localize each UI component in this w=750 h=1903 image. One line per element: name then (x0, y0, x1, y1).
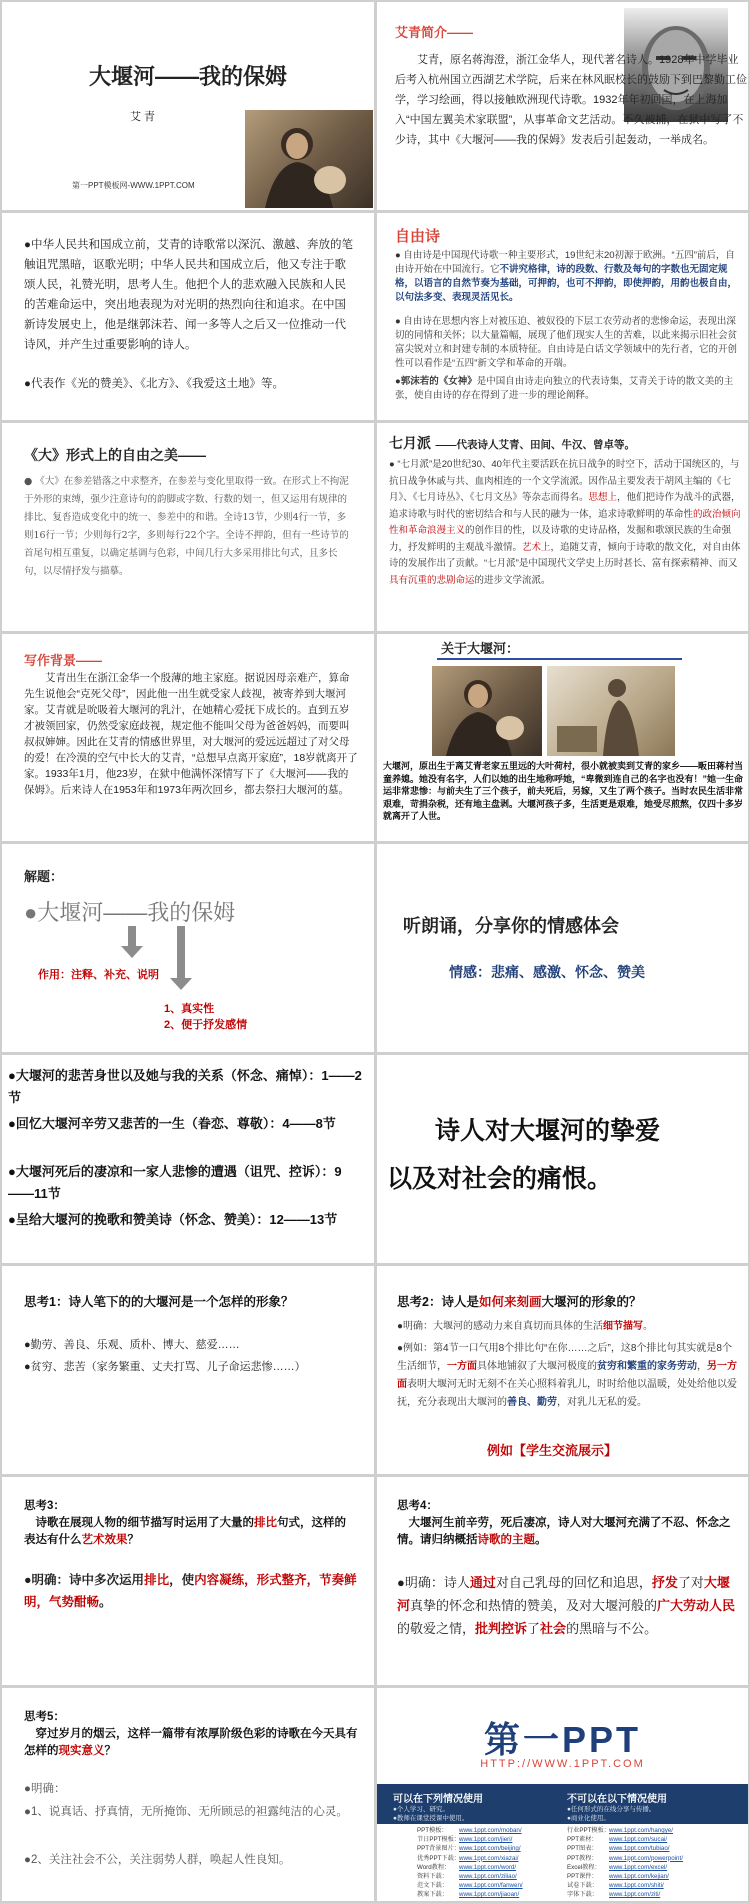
link-label: PPT素材： (567, 1836, 598, 1844)
think-2-question-part-2: 大堰河的形象的？ (541, 1295, 642, 1309)
link-url[interactable]: www.1ppt.com/tubiao/ (609, 1845, 670, 1853)
slide-theme-statement (377, 1055, 748, 1263)
form-freedom-body: ● 《大》在参差错落之中求整齐，在参差与变化里取得一致。在形式上不拘泥于外形的束缚，强少注意诗句的韵脚或字数、行数的划一，但又运用有规律的排比、复沓造成变化中的统一、参差中的和谐。全诗13节，少则4行一节，多则16行一节；少则每行2字，多则每行22个字。全诗不押韵，但有一些诗节的首尾句相互重复，以确定基调与色彩，中间几行大多采用排比句式，且多长句，以尽情抒发与描摹。 (24, 476, 349, 577)
theme-line-2: 以及对社会的痛恨。 (387, 1165, 613, 1193)
july-school-highlight-3: 艺术上 (522, 541, 551, 553)
slide-think-5 (2, 1688, 374, 1901)
link-label: PPT模板： (417, 1827, 448, 1834)
usage-panel (377, 1784, 748, 1901)
think-1-answer-1: ●勤劳、善良、乐观、质朴、博大、慈爱…… (24, 1339, 240, 1351)
portrait-figure-icon (245, 110, 373, 208)
usage-can-2: ●教师在课堂授课中使用。 (393, 1815, 469, 1822)
about-dayanhe-underline (437, 658, 682, 660)
july-school-body-4: ，追随艾青，倾向于诗歌的散文化，对自由体诗的发展作出了贡献。“七月派”是中国现代文学史上历时甚长、富有探索精神、而又 (389, 541, 741, 569)
think-4-answer-part-7: 的黑暗与不公。 (566, 1621, 658, 1636)
slide-author-intro (377, 2, 748, 210)
arrow-down-icon-1 (121, 926, 143, 958)
link-url[interactable]: www.1ppt.com/hangye/ (609, 1827, 673, 1834)
link-url[interactable]: www.1ppt.com/moban/ (459, 1827, 522, 1834)
think-4-answer (397, 1571, 739, 1640)
link-url[interactable]: www.1ppt.com/jieri/ (459, 1836, 513, 1844)
link-label: PPT背景图片： (417, 1845, 460, 1853)
links-right-column (567, 1826, 737, 1900)
think-4-answer-hl-4: 广大劳动人民 (657, 1598, 736, 1613)
about-dayanhe-body: 大堰河，原出生于离艾青老家五里远的大叶荷村，很小就被卖到艾青的家乡——畈田蒋村当童养媳。她没有名字，人们以她的出生地称呼她，“卑微到连自己的名字也没有！”她一生命运非常悲惨：与前夫生了三个孩子，前夫死后，另嫁，又生了两个孩子。当时农民生活非常艰难，苛捐杂税，还有地主盘剥。大堰河孩子多，生活更是艰难，她受尽煎熬，仅四十多岁就离开了人世。 (383, 761, 744, 822)
background-body: 艾青出生在浙江金华一个殷薄的地主家庭。据说因母亲难产，算命先生说他会“克死父母”，因此他一出生就受家人歧视，被寄养到大堰河家。艾青就是吮吸着大堰河的乳汁，在她精心爱抚下成长的。直到五岁才被领回家，仍然受家庭歧视，规定他不能叫父母为爸爸妈妈，而要叫叔叔婶婶。因此在艾青的情感世界里，对大堰河的爱远远超过了对父母的爱！在冷漠的空气中长大的艾青，“总想早点离开家庭”，18岁就离开了家。1933年1月，他23岁，在狱中他满怀深情写下了《大堰河——我的保姆》。后来诗人在1953年和1973年两次回乡，都去祭扫大堰河的墓。 (24, 672, 358, 796)
link-label: PPT图表： (567, 1845, 598, 1853)
think-3-answer-part-2: ，使 (169, 1573, 195, 1587)
author-intro-heading: 艾青简介—— (395, 25, 474, 40)
think-2-question-part-1: 思考2：诗人是 (397, 1295, 479, 1309)
nanny-photo-right (547, 666, 675, 756)
think-4-question-part-2: 。 (535, 1534, 547, 1546)
think-5-question-part-2: ？ (104, 1745, 116, 1757)
theme-line-1: 诗人对大堰河的挚爱 (435, 1117, 661, 1145)
slide-title-heading: 大堰河——我的保姆 (88, 64, 287, 89)
explanation-note-authenticity: 1、真实性 (164, 1003, 215, 1015)
link-row (417, 1844, 577, 1853)
think-2-answer-1 (397, 1318, 737, 1336)
link-url[interactable]: www.1ppt.com/kejian/ (609, 1873, 669, 1881)
link-url[interactable]: www.1ppt.com/excel/ (609, 1863, 668, 1871)
recitation-emotions: 情感：悲痛、感激、怀念、赞美 (449, 964, 645, 980)
link-row (417, 1826, 577, 1835)
think-5-question-part-1: 穿过岁月的烟云，这样一篇带有浓厚阶级色彩的诗歌在今天具有怎样的 (24, 1728, 358, 1757)
works-paragraph: ●代表作《光的赞美》、《北方》、《我爱这土地》等。 (24, 378, 284, 390)
think-5-label: 思考5： (24, 1711, 65, 1723)
slide-structure (2, 1055, 374, 1263)
usage-cannot-2: ●商业化使用。 (567, 1815, 610, 1822)
link-label: 节日PPT模板： (417, 1836, 460, 1844)
nanny-photo-left (432, 666, 542, 756)
link-url[interactable]: www.1ppt.com/ziti/ (609, 1891, 661, 1899)
think-2-answer-2-part-1: ●例如：第4节一口气用8个排比句“在你……之后”，这8个排比句其实就是8个生活细节， (397, 1343, 732, 1372)
july-school-heading-line (389, 433, 635, 453)
link-label: 教案下载： (417, 1891, 448, 1899)
form-freedom-heading: 《大》形式上的自由之美—— (24, 447, 206, 463)
background-heading: 写作背景—— (24, 653, 103, 668)
think-3-answer-part-1: ●明确：诗中多次运用 (24, 1573, 145, 1587)
link-row (417, 1854, 577, 1863)
free-verse-point-3: ●郭沫若的《女神》是中国自由诗走向独立的代表诗集，艾青关于诗的散文美的主张，使自由诗的存在得到了进一步的理论阐释。 (395, 376, 734, 401)
think-1-question: 思考1：诗人笔下的的大堰河是一个怎样的形象？ (24, 1295, 294, 1309)
recitation-prompt: 听朗诵，分享你的情感体会 (403, 916, 619, 936)
think-3-answer (24, 1569, 360, 1613)
link-row (417, 1835, 577, 1844)
july-school-highlight-1: 思想上 (588, 492, 618, 503)
arrow-down-icon-2 (170, 926, 192, 990)
think-3-question-part-3: ？ (127, 1534, 139, 1546)
explanation-note-function: 作用：注释、补充、说明 (38, 969, 159, 981)
structure-item-1: ●大堰河的悲苦身世以及她与我的关系（怀念、痛悼）：1——2节 (8, 1068, 362, 1105)
think-4-answer-part-6: 了 (527, 1621, 541, 1636)
think-2-answer-2 (397, 1340, 737, 1412)
think-4-question (397, 1515, 737, 1549)
think-2-question-emphasis: 如何来刻画 (478, 1295, 542, 1309)
think-4-answer-hl-5: 批判控诉 (475, 1621, 528, 1636)
think-2-answer-1-text: ●明确：大堰河的感动力来自真切而具体的生活 (397, 1321, 604, 1332)
slide-think-3 (2, 1477, 374, 1685)
july-school-body: ● “七月派”是20世纪30、40年代主要活跃在抗日战争的时空下，活动于国统区的，与抗日战争休戚与共、血肉相连的一个文学流派。因作品主要发表于胡风主编的《七月》、《七月诗丛》、《七月文丛》等杂志而得名。思想上，他们把诗作为战斗的武器，追求诗歌与时代的密切结合和与人民的融为一体，追求诗歌鲜明的革命性的政治倾向性和革命浪漫主义的创作目的性，以及诗歌的史诗品格，发掘和歌颂民族的生命强力，抒发鲜明的主观战斗激情。艺术上，追随艾青，倾向于诗歌的散文化，对自由体诗的发展作出了贡献。“七月派”是中国现代文学史上历时甚长、富有探索精神、而又具有沉重的悲剧命运的进步文学流派。 (389, 459, 741, 586)
think-3-question-hl-2: 艺术效果 (81, 1534, 128, 1546)
think-5-answer-2: ●2、关注社会不公，关注弱势人群，唤起人性良知。 (24, 1854, 291, 1866)
july-school-body-3: 的创作目的性，以及诗歌的史诗品格，发掘和歌颂民族的生命强力，抒发鲜明的主观战斗激情。 (389, 525, 732, 553)
think-3-answer-hl-2: 内容凝练，形式整齐，节奏鲜明，气势酣畅 (24, 1573, 357, 1609)
link-label: PPT课件： (567, 1873, 598, 1881)
link-url[interactable]: www.1ppt.com/word/ (459, 1863, 517, 1871)
think-2-answer-2-hl-2: 贫穷和繁重的家务劳动 (597, 1361, 697, 1372)
link-row (417, 1890, 577, 1899)
slide-think-2 (377, 1266, 748, 1474)
free-verse-point-3-text: 是中国自由诗走向独立的代表诗集，艾青关于诗的散文美的主张，使自由诗的存在得到了进一步的理论阐释。 (395, 376, 734, 401)
free-verse-point-2: ● 自由诗在思想内容上对被压迫、被奴役的下层工农劳动者的悲惨命运，表现出深切的同情和关怀；以大量篇幅，展现了他们现实人生的苦难，以此来揭示旧社会贫富尖锐对立和封建专制的本质特征。自由诗是白话文学领域中的先行者，它的开创性可以看作是“五四”新文学和革命的开端。 (395, 316, 738, 369)
slide-career (2, 213, 374, 420)
link-row (417, 1872, 577, 1881)
explanation-title: ●大堰河——我的保姆 (24, 900, 236, 925)
free-verse-point-1: ● 自由诗是中国现代诗歌一种主要形式，19世纪末20初源于欧洲。“五四”前后，自由诗开始在中国流行。它不讲究格律，诗的段数、行数及每句的字数也无固定规格，以语言的自然节奏为基础，可押韵，也可不押韵，即使押韵，用韵也极自由，以句法多变、表现灵活见长。 (395, 250, 738, 303)
think-2-answer-2-part-4: 表明大堰河无时无刻不在关心照料着乳儿，时时给他以温暖，处处给他以爱抚，充分表现出大堰河的 (397, 1379, 737, 1408)
link-url[interactable]: www.1ppt.com/sucai/ (609, 1836, 668, 1844)
usage-cannot-1: ●任何形式的在线分享与传播。 (567, 1806, 656, 1813)
link-row (417, 1881, 577, 1890)
think-5-answer-1: ●1、说真话、抒真情，无所掩饰、无所顾忌的袒露纯洁的心灵。 (24, 1806, 348, 1818)
link-row (567, 1844, 737, 1853)
think-2-answer-2-part-2: 具体地铺叙了大堰河极度的 (477, 1361, 597, 1372)
usage-can-1: ●个人学习、研究。 (393, 1806, 449, 1813)
think-4-answer-hl-6: 社会 (540, 1621, 567, 1636)
think-2-answer-2-hl-4: 善良、勤劳 (507, 1397, 557, 1408)
slide-free-verse (377, 213, 748, 420)
think-3-question-part-1: 诗歌在展现人物的细节描写时运用了大量的 (35, 1517, 254, 1529)
link-url[interactable]: www.1ppt.com/beijing/ (459, 1845, 521, 1853)
link-row (567, 1826, 737, 1835)
slide-think-4 (377, 1477, 748, 1685)
think-3-question-part-2: 句式，这样的表达有什么 (24, 1517, 346, 1546)
july-school-highlight-4: 具有沉重的悲剧命运 (389, 574, 475, 586)
link-url[interactable]: www.1ppt.com/xiazai/ (459, 1854, 519, 1862)
link-label: PPT教程： (567, 1854, 598, 1862)
link-url[interactable]: www.1ppt.com/ziliao/ (459, 1873, 517, 1881)
slide-title-footer: 第一PPT模板网-WWW.1PPT.COM (72, 181, 195, 190)
career-paragraph: ●中华人民共和国成立前，艾青的诗歌常以深沉、激越、奔放的笔触诅咒黑暗，讴歌光明；中华人民共和国成立后，他又专注于歌颂人民，礼赞光明，思考人生。他把个人的悲欢融入民族和人民的苦难命运中，突出地表现为对光明的热烈向往和追求。在中国新诗发展史上，他是继郭沫若、闻一多等人之后又一位推动一代诗风，并产生过重要影响的诗人。 (24, 239, 353, 351)
slide-think-1 (2, 1266, 374, 1474)
link-label: Excel教程： (567, 1863, 601, 1871)
brand-logo: 第一PPT (483, 1719, 641, 1760)
free-verse-point-2-text: 自由诗在思想内容上对被压迫、被奴役的下层工农劳动者的悲惨命运，表现出深切的同情和关怀；以大量篇幅，展现了他们现实人生的苦难，以此来揭示旧社会贫富尖锐对立和封建专制的本质特征。自由诗是白话文学领域中的先行者，它的开创性可以看作是“五四”新文学和革命的开端。 (395, 316, 738, 369)
slide-july-school (377, 423, 748, 631)
link-row (567, 1872, 737, 1881)
link-label: Word教程： (417, 1863, 451, 1871)
link-label: 行业PPT模板： (567, 1827, 610, 1834)
think-4-label: 思考4： (397, 1500, 438, 1512)
explanation-label: 解题： (24, 869, 64, 884)
link-row (567, 1890, 737, 1899)
think-1-answer-2: ●贫穷、悲苦（家务繁重、丈夫打骂、儿子命运悲惨……） (24, 1361, 306, 1373)
july-school-body-1: “七月派”是20世纪30、40年代主要活跃在抗日战争的时空下，活动于国统区的，与抗日战争休戚与共、血肉相连的一个文学流派。因作品主要发表于胡风主编的《七月》、《七月诗丛》、《七月文丛》等杂志而得名。 (389, 459, 740, 503)
link-label: 优秀PPT下载： (417, 1854, 460, 1862)
link-url[interactable]: www.1ppt.com/jiaoan/ (459, 1891, 520, 1899)
structure-item-4: ●呈给大堰河的挽歌和赞美诗（怀念、赞美）：12——13节 (8, 1212, 338, 1227)
links-left-column (417, 1826, 577, 1900)
structure-item-2: ●回忆大堰河辛劳又悲苦的一生（眷恋、尊敬）：4——8节 (8, 1116, 336, 1131)
think-4-question-hl: 诗歌的主题 (477, 1534, 535, 1546)
think-4-answer-part-5: 的敬爱之情， (397, 1621, 476, 1636)
free-verse-heading: 自由诗 (395, 228, 441, 245)
think-4-question-part-1: 大堰河生前辛劳，死后凄凉，诗人对大堰河充满了不忍、怀念之情。请归纳概括 (397, 1517, 731, 1546)
think-2-answer-1-end: 。 (643, 1321, 654, 1332)
link-label: 字体下载： (567, 1891, 598, 1899)
link-row (567, 1863, 737, 1872)
explanation-note-emotion: 2、便于抒发感情 (164, 1019, 248, 1031)
july-school-heading: 七月派 (389, 435, 431, 451)
think-5-question (24, 1726, 358, 1760)
working-woman-icon (547, 666, 675, 756)
author-intro-body: 艾青，原名蒋海澄，浙江金华人，现代著名诗人。1928年中学毕业后考入杭州国立西湖艺术学院，后来在林风眠校长的鼓励下到巴黎勤工俭学，学习绘画，得以接触欧洲现代诗歌。1932年年初回国，在上海加入“中国左翼美术家联盟”，从事革命文艺活动。不久被捕，在狱中写了不少诗，其中《大堰河——我的保姆》发表后引起轰动，一举成名。 (395, 54, 747, 146)
link-url[interactable]: www.1ppt.com/fanwen/ (459, 1882, 523, 1890)
think-3-question-hl-1: 排比 (254, 1517, 277, 1529)
link-label: 试卷下载： (567, 1882, 598, 1890)
think-3-answer-part-3: 。 (99, 1595, 112, 1609)
free-verse-point-1-emphasis: 不讲究格律，诗的段数、行数及每句的字数也无固定规格，以语言的自然节奏为基础，可押韵，也可不押韵，即使押韵，用韵也极自由，以句法多变、表现灵活见长。 (395, 264, 738, 303)
think-5-question-hl: 现实意义 (58, 1745, 105, 1757)
free-verse-point-3-emphasis: 郭沫若的《女神》 (400, 376, 477, 387)
structure-item-3: ●大堰河死后的凄凉和一家人悲惨的遭遇（诅咒、控诉）：9——11节 (8, 1164, 342, 1201)
think-2-call-to-action: 例如【学生交流展示】 (487, 1443, 618, 1458)
think-5-answer-label: ●明确： (24, 1783, 66, 1795)
about-dayanhe-heading: 关于大堰河： (441, 641, 520, 656)
think-4-answer-part-4: 真挚的怀念和热情的赞美，及对大堰河般的 (410, 1598, 658, 1613)
july-school-subtitle: ——代表诗人艾青、田间、牛汉、曾卓等。 (435, 439, 635, 451)
link-label: 资料下载： (417, 1873, 448, 1881)
think-2-question (397, 1292, 641, 1310)
think-3-question (24, 1515, 354, 1549)
july-school-body-5: 的进步文学流派。 (474, 574, 551, 586)
link-row (567, 1854, 737, 1863)
free-verse-point-1-text: 自由诗是中国现代诗歌一种主要形式，19世纪末20初源于欧洲。“五四”前后，自由诗开始在中国流行。它 (395, 250, 735, 275)
think-4-answer-hl-1: 通过 (469, 1575, 496, 1590)
link-url[interactable]: www.1ppt.com/shiti/ (609, 1882, 664, 1890)
slide-brand-end (377, 1688, 748, 1901)
july-school-body-2: ，他们把诗作为战斗的武器，追求诗歌与时代的密切结合和与人民的融为一体，追求诗歌鲜明的革命性 (389, 492, 741, 520)
think-3-answer-hl-1: 排比 (144, 1573, 170, 1587)
link-url[interactable]: www.1ppt.com/powerpoint/ (609, 1854, 683, 1862)
slide-writing-background (2, 634, 374, 841)
usage-can-title: 可以在下列情况使用 (393, 1794, 483, 1805)
think-2-answer-2-hl-3: 另一方面 (397, 1361, 737, 1390)
slide-title-author: 艾 青 (130, 111, 156, 123)
think-4-answer-part-3: 了对 (677, 1575, 704, 1590)
think-4-answer-part-2: 对自己乳母的回忆和追思， (495, 1575, 652, 1590)
links-box (377, 1824, 748, 1901)
think-4-answer-hl-2: 抒发 (651, 1575, 678, 1590)
think-2-answer-1-emphasis: 细节描写 (603, 1321, 644, 1332)
link-row (567, 1835, 737, 1844)
link-row (567, 1881, 737, 1890)
slide-about-dayanhe (377, 634, 748, 841)
link-row (417, 1863, 577, 1872)
think-4-answer-part-1: ●明确：诗人 (397, 1575, 470, 1590)
slide-form-freedom (2, 423, 374, 631)
mother-child-icon (432, 666, 542, 756)
think-2-answer-2-hl-1: 一方面 (447, 1361, 477, 1372)
slide-title-explanation (2, 844, 374, 1052)
slide-recitation (377, 844, 748, 1052)
july-school-highlight-2: 的政治倾向性和革命浪漫主义 (389, 508, 741, 536)
nanny-portrait-image (245, 110, 373, 208)
usage-cannot-title: 不可以在以下情况使用 (567, 1794, 667, 1805)
think-4-answer-hl-3: 大堰河 (397, 1575, 730, 1613)
think-2-answer-2-part-5: ，对乳儿无私的爱。 (557, 1397, 647, 1408)
think-2-answer-2-part-3: ， (697, 1361, 707, 1372)
link-label: 范文下载： (417, 1882, 448, 1890)
brand-url: HTTP://WWW.1PPT.COM (480, 1758, 645, 1770)
slide-title (2, 2, 374, 210)
think-3-label: 思考3： (24, 1500, 65, 1512)
